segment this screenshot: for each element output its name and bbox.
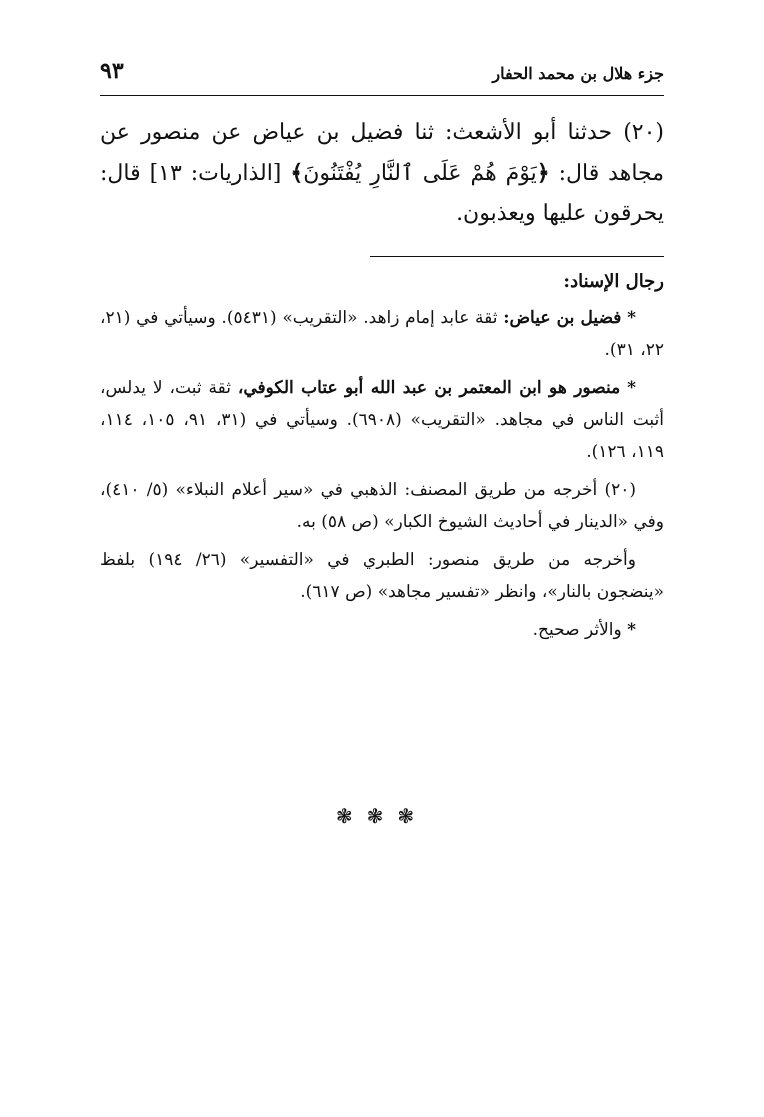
- verse-reference: [الذاريات: ١٣]: [149, 161, 282, 186]
- footnotes: [100, 266, 664, 652]
- star-marker: *: [627, 308, 637, 328]
- section-end-ornaments: ❃❃❃: [335, 804, 429, 828]
- hadith-commentary: قال: يحرقون عليها ويعذبون.: [100, 161, 664, 226]
- verdict-text: والأثر صحيح.: [532, 620, 622, 640]
- hadith-number: (٢٠): [623, 120, 665, 145]
- narrator-name: فضيل بن عياض:: [503, 308, 622, 328]
- narrator-description: ثقة ثبت، لا يدلس، أثبت الناس في مجاهد. «التقريب» (٦٩٠٨). وسيأتي في (٣١، ٩١، ١٠٥، ١١٤، ١١٩، ١٢٦).: [100, 378, 664, 462]
- section-heading: رجال الإسناد:: [563, 271, 664, 292]
- quran-verse: يَوْمَ هُمْ عَلَى ٱلنَّارِ يُفْتَنُونَ: [303, 161, 537, 186]
- footnote-divider: [370, 256, 664, 257]
- star-marker: *: [627, 378, 637, 398]
- verse-close-bracket: ﴾: [290, 160, 304, 186]
- page-number: ٩٣: [100, 58, 124, 84]
- takhrij-paragraph: وأخرجه من طريق منصور: الطبري في «التفسير» (٢٦/ ١٩٤) بلفظ «ينضجون بالنار»، وانظر «تفسير مجاهد» (ص ٦١٧).: [100, 550, 664, 602]
- hadith-isnad: حدثنا أبو الأشعث: ثنا فضيل بن عياض عن منصور عن مجاهد قال:: [100, 120, 665, 186]
- page-header: [100, 58, 664, 88]
- header-divider: [100, 95, 664, 96]
- narrator-note: [100, 302, 664, 366]
- star-marker: *: [627, 620, 636, 640]
- hadith-text: [100, 113, 664, 234]
- verdict-note: [100, 614, 664, 646]
- narrator-note: [100, 372, 664, 468]
- takhrij-paragraph: (٢٠) أخرجه من طريق المصنف: الذهبي في «سير أعلام النبلاء» (٥/ ٤١٠)، وفي «الدينار في أحاديث الشيوخ الكبار» (ص ٥٨) به.: [100, 480, 664, 532]
- narrator-name: منصور هو ابن المعتمر بن عبد الله أبو عتاب الكوفي،: [237, 378, 621, 398]
- verse-open-bracket: ﴿: [536, 160, 550, 186]
- narrator-description: ثقة عابد إمام زاهد. «التقريب» (٥٤٣١). وسيأتي في (٢١، ٢٢، ٣١).: [100, 308, 664, 360]
- running-title: جزء هلال بن محمد الحفار: [492, 64, 664, 83]
